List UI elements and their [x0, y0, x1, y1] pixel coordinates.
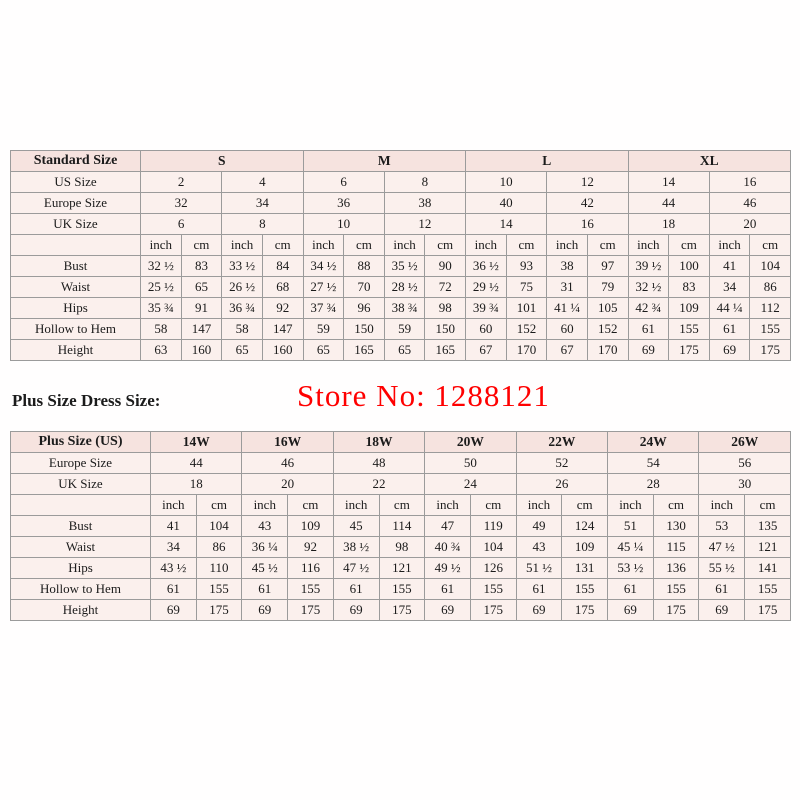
value-cell: 53 ½ [608, 558, 654, 579]
value-cell: 79 [587, 277, 628, 298]
value-cell: 26 ½ [222, 277, 263, 298]
value-cell: 61 [628, 319, 669, 340]
size-value-cell: 18 [151, 474, 242, 495]
row-label: UK Size [11, 474, 151, 495]
value-cell: 37 ¾ [303, 298, 344, 319]
value-cell: 69 [628, 340, 669, 361]
size-value-cell: 10 [303, 214, 384, 235]
value-cell: 83 [669, 277, 710, 298]
value-cell: 83 [181, 256, 222, 277]
size-value-cell: 8 [384, 172, 465, 193]
value-cell: 175 [196, 600, 242, 621]
value-cell: 69 [333, 600, 379, 621]
size-value-cell: 24 [425, 474, 516, 495]
row-label: Bust [11, 516, 151, 537]
value-cell: 43 [242, 516, 288, 537]
value-cell: 147 [262, 319, 303, 340]
value-cell: 141 [745, 558, 791, 579]
value-cell: 116 [288, 558, 334, 579]
size-value-cell: 36 [303, 193, 384, 214]
row-label: Waist [11, 277, 141, 298]
value-cell: 45 [333, 516, 379, 537]
value-cell: 175 [669, 340, 710, 361]
unit-cell: inch [466, 235, 507, 256]
value-cell: 35 ½ [384, 256, 425, 277]
unit-cell: inch [222, 235, 263, 256]
unit-cell: cm [750, 235, 791, 256]
unit-cell: cm [262, 235, 303, 256]
value-cell: 65 [181, 277, 222, 298]
value-cell: 97 [587, 256, 628, 277]
value-cell: 155 [196, 579, 242, 600]
value-cell: 155 [745, 579, 791, 600]
size-value-cell: 32 [141, 193, 222, 214]
value-cell: 32 ½ [141, 256, 182, 277]
value-cell: 136 [653, 558, 699, 579]
size-group-header: 22W [516, 432, 607, 453]
measure-row [11, 537, 791, 558]
size-value-cell: 26 [516, 474, 607, 495]
value-cell: 41 ¼ [547, 298, 588, 319]
unit-cell: cm [653, 495, 699, 516]
size-value-cell: 8 [222, 214, 303, 235]
value-cell: 104 [196, 516, 242, 537]
size-header-row [11, 453, 791, 474]
value-cell: 47 ½ [333, 558, 379, 579]
value-cell: 175 [750, 340, 791, 361]
value-cell: 160 [262, 340, 303, 361]
size-group-header: L [466, 151, 629, 172]
value-cell: 61 [699, 579, 745, 600]
value-cell: 126 [470, 558, 516, 579]
unit-cell: inch [547, 235, 588, 256]
size-group-header: 24W [608, 432, 699, 453]
row-label: Bust [11, 256, 141, 277]
value-cell: 43 ½ [151, 558, 197, 579]
value-cell: 165 [344, 340, 385, 361]
value-cell: 51 [608, 516, 654, 537]
value-cell: 61 [709, 319, 750, 340]
value-cell: 61 [516, 579, 562, 600]
value-cell: 69 [425, 600, 471, 621]
measure-row [11, 579, 791, 600]
unit-cell: inch [699, 495, 745, 516]
row-label: UK Size [11, 214, 141, 235]
value-cell: 109 [562, 537, 608, 558]
size-value-cell: 38 [384, 193, 465, 214]
size-group-row [11, 151, 791, 172]
unit-cell: cm [425, 235, 466, 256]
unit-cell: cm [344, 235, 385, 256]
value-cell: 45 ¼ [608, 537, 654, 558]
unit-row [11, 235, 791, 256]
value-cell: 92 [288, 537, 334, 558]
value-cell: 100 [669, 256, 710, 277]
value-cell: 121 [379, 558, 425, 579]
value-cell: 86 [750, 277, 791, 298]
unit-cell: cm [587, 235, 628, 256]
value-cell: 130 [653, 516, 699, 537]
row-label: Hollow to Hem [11, 579, 151, 600]
value-cell: 93 [506, 256, 547, 277]
value-cell: 70 [344, 277, 385, 298]
size-header-row [11, 193, 791, 214]
unit-cell: cm [506, 235, 547, 256]
measure-row [11, 277, 791, 298]
table-corner-label: Standard Size [11, 151, 141, 172]
value-cell: 33 ½ [222, 256, 263, 277]
value-cell: 152 [587, 319, 628, 340]
value-cell: 175 [379, 600, 425, 621]
value-cell: 53 [699, 516, 745, 537]
value-cell: 112 [750, 298, 791, 319]
value-cell: 63 [141, 340, 182, 361]
size-value-cell: 50 [425, 453, 516, 474]
value-cell: 150 [344, 319, 385, 340]
value-cell: 35 ¾ [141, 298, 182, 319]
row-label: Waist [11, 537, 151, 558]
size-value-cell: 44 [151, 453, 242, 474]
size-group-header: M [303, 151, 466, 172]
size-header-row [11, 172, 791, 193]
value-cell: 38 [547, 256, 588, 277]
value-cell: 155 [470, 579, 516, 600]
value-cell: 147 [181, 319, 222, 340]
size-value-cell: 46 [709, 193, 790, 214]
value-cell: 109 [669, 298, 710, 319]
row-label: US Size [11, 172, 141, 193]
value-cell: 69 [151, 600, 197, 621]
value-cell: 36 ¼ [242, 537, 288, 558]
row-label: Hips [11, 558, 151, 579]
unit-cell: cm [379, 495, 425, 516]
measure-row [11, 319, 791, 340]
value-cell: 42 ¾ [628, 298, 669, 319]
value-cell: 84 [262, 256, 303, 277]
size-value-cell: 12 [384, 214, 465, 235]
size-value-cell: 28 [608, 474, 699, 495]
unit-cell: cm [745, 495, 791, 516]
value-cell: 49 ½ [425, 558, 471, 579]
value-cell: 155 [669, 319, 710, 340]
value-cell: 60 [547, 319, 588, 340]
unit-cell: cm [181, 235, 222, 256]
value-cell: 61 [425, 579, 471, 600]
value-cell: 72 [425, 277, 466, 298]
value-cell: 155 [562, 579, 608, 600]
value-cell: 38 ½ [333, 537, 379, 558]
value-cell: 175 [745, 600, 791, 621]
size-group-header: 26W [699, 432, 791, 453]
row-label: Hollow to Hem [11, 319, 141, 340]
size-value-cell: 10 [466, 172, 547, 193]
value-cell: 175 [562, 600, 608, 621]
value-cell: 59 [303, 319, 344, 340]
size-value-cell: 56 [699, 453, 791, 474]
value-cell: 34 ½ [303, 256, 344, 277]
size-value-cell: 20 [242, 474, 333, 495]
value-cell: 170 [506, 340, 547, 361]
value-cell: 47 ½ [699, 537, 745, 558]
value-cell: 44 ¼ [709, 298, 750, 319]
size-value-cell: 30 [699, 474, 791, 495]
unit-cell: cm [562, 495, 608, 516]
value-cell: 58 [222, 319, 263, 340]
value-cell: 68 [262, 277, 303, 298]
value-cell: 55 ½ [699, 558, 745, 579]
value-cell: 175 [653, 600, 699, 621]
value-cell: 105 [587, 298, 628, 319]
value-cell: 61 [151, 579, 197, 600]
value-cell: 90 [425, 256, 466, 277]
value-cell: 34 [709, 277, 750, 298]
size-group-row [11, 432, 791, 453]
size-value-cell: 40 [466, 193, 547, 214]
unit-cell: inch [333, 495, 379, 516]
value-cell: 152 [506, 319, 547, 340]
value-cell: 29 ½ [466, 277, 507, 298]
unit-cell: inch [303, 235, 344, 256]
size-value-cell: 2 [141, 172, 222, 193]
value-cell: 47 [425, 516, 471, 537]
value-cell: 67 [466, 340, 507, 361]
plus-size-table [10, 431, 791, 621]
table-corner-label: Plus Size (US) [11, 432, 151, 453]
value-cell: 155 [653, 579, 699, 600]
measure-row [11, 600, 791, 621]
value-cell: 115 [653, 537, 699, 558]
value-cell: 28 ½ [384, 277, 425, 298]
size-value-cell: 14 [628, 172, 709, 193]
value-cell: 32 ½ [628, 277, 669, 298]
value-cell: 109 [288, 516, 334, 537]
size-value-cell: 44 [628, 193, 709, 214]
unit-row [11, 495, 791, 516]
value-cell: 91 [181, 298, 222, 319]
value-cell: 155 [379, 579, 425, 600]
value-cell: 69 [699, 600, 745, 621]
value-cell: 98 [379, 537, 425, 558]
value-cell: 39 ½ [628, 256, 669, 277]
size-group-header: 14W [151, 432, 242, 453]
size-value-cell: 16 [709, 172, 790, 193]
unit-cell: inch [141, 235, 182, 256]
value-cell: 155 [750, 319, 791, 340]
row-label: Europe Size [11, 193, 141, 214]
size-value-cell: 54 [608, 453, 699, 474]
unit-cell: cm [669, 235, 710, 256]
value-cell: 101 [506, 298, 547, 319]
unit-cell: inch [608, 495, 654, 516]
value-cell: 67 [547, 340, 588, 361]
size-value-cell: 12 [547, 172, 628, 193]
row-label: Height [11, 340, 141, 361]
unit-cell: cm [470, 495, 516, 516]
value-cell: 119 [470, 516, 516, 537]
value-cell: 86 [196, 537, 242, 558]
value-cell: 43 [516, 537, 562, 558]
value-cell: 40 ¾ [425, 537, 471, 558]
value-cell: 41 [151, 516, 197, 537]
value-cell: 104 [470, 537, 516, 558]
size-value-cell: 52 [516, 453, 607, 474]
size-header-row [11, 214, 791, 235]
size-value-cell: 22 [333, 474, 424, 495]
size-value-cell: 48 [333, 453, 424, 474]
row-label: Height [11, 600, 151, 621]
size-value-cell: 4 [222, 172, 303, 193]
value-cell: 170 [587, 340, 628, 361]
value-cell: 39 ¾ [466, 298, 507, 319]
size-value-cell: 34 [222, 193, 303, 214]
value-cell: 104 [750, 256, 791, 277]
unit-cell: cm [196, 495, 242, 516]
unit-cell: inch [425, 495, 471, 516]
unit-cell: inch [384, 235, 425, 256]
size-value-cell: 14 [466, 214, 547, 235]
value-cell: 75 [506, 277, 547, 298]
value-cell: 60 [466, 319, 507, 340]
value-cell: 27 ½ [303, 277, 344, 298]
value-cell: 114 [379, 516, 425, 537]
value-cell: 51 ½ [516, 558, 562, 579]
value-cell: 175 [470, 600, 516, 621]
value-cell: 98 [425, 298, 466, 319]
value-cell: 61 [242, 579, 288, 600]
size-value-cell: 16 [547, 214, 628, 235]
unit-cell: inch [242, 495, 288, 516]
value-cell: 92 [262, 298, 303, 319]
row-label: Hips [11, 298, 141, 319]
measure-row [11, 558, 791, 579]
value-cell: 69 [242, 600, 288, 621]
value-cell: 25 ½ [141, 277, 182, 298]
value-cell: 160 [181, 340, 222, 361]
value-cell: 58 [141, 319, 182, 340]
value-cell: 155 [288, 579, 334, 600]
size-value-cell: 46 [242, 453, 333, 474]
measure-row [11, 256, 791, 277]
size-group-header: 18W [333, 432, 424, 453]
value-cell: 38 ¾ [384, 298, 425, 319]
size-value-cell: 6 [303, 172, 384, 193]
value-cell: 65 [303, 340, 344, 361]
value-cell: 65 [384, 340, 425, 361]
value-cell: 150 [425, 319, 466, 340]
value-cell: 165 [425, 340, 466, 361]
unit-cell: inch [151, 495, 197, 516]
value-cell: 175 [288, 600, 334, 621]
row-label-empty [11, 235, 141, 256]
size-value-cell: 18 [628, 214, 709, 235]
unit-cell: cm [288, 495, 334, 516]
value-cell: 131 [562, 558, 608, 579]
value-cell: 69 [516, 600, 562, 621]
size-group-header: S [141, 151, 304, 172]
store-number-watermark: Store No: 1288121 [297, 378, 550, 413]
plus-size-heading: Plus Size Dress Size: [12, 391, 161, 410]
value-cell: 36 ¾ [222, 298, 263, 319]
value-cell: 31 [547, 277, 588, 298]
measure-row [11, 516, 791, 537]
unit-cell: inch [628, 235, 669, 256]
value-cell: 96 [344, 298, 385, 319]
size-value-cell: 42 [547, 193, 628, 214]
row-label-empty [11, 495, 151, 516]
value-cell: 110 [196, 558, 242, 579]
row-label: Europe Size [11, 453, 151, 474]
value-cell: 88 [344, 256, 385, 277]
size-group-header: XL [628, 151, 791, 172]
value-cell: 61 [608, 579, 654, 600]
value-cell: 69 [709, 340, 750, 361]
value-cell: 69 [608, 600, 654, 621]
value-cell: 61 [333, 579, 379, 600]
value-cell: 65 [222, 340, 263, 361]
size-value-cell: 20 [709, 214, 790, 235]
unit-cell: inch [516, 495, 562, 516]
size-group-header: 16W [242, 432, 333, 453]
size-group-header: 20W [425, 432, 516, 453]
value-cell: 34 [151, 537, 197, 558]
value-cell: 36 ½ [466, 256, 507, 277]
value-cell: 41 [709, 256, 750, 277]
value-cell: 135 [745, 516, 791, 537]
standard-size-table [10, 150, 791, 361]
unit-cell: inch [709, 235, 750, 256]
value-cell: 45 ½ [242, 558, 288, 579]
value-cell: 124 [562, 516, 608, 537]
value-cell: 49 [516, 516, 562, 537]
size-value-cell: 6 [141, 214, 222, 235]
mid-band [10, 372, 790, 428]
measure-row [11, 298, 791, 319]
size-header-row [11, 474, 791, 495]
value-cell: 121 [745, 537, 791, 558]
value-cell: 59 [384, 319, 425, 340]
measure-row [11, 340, 791, 361]
